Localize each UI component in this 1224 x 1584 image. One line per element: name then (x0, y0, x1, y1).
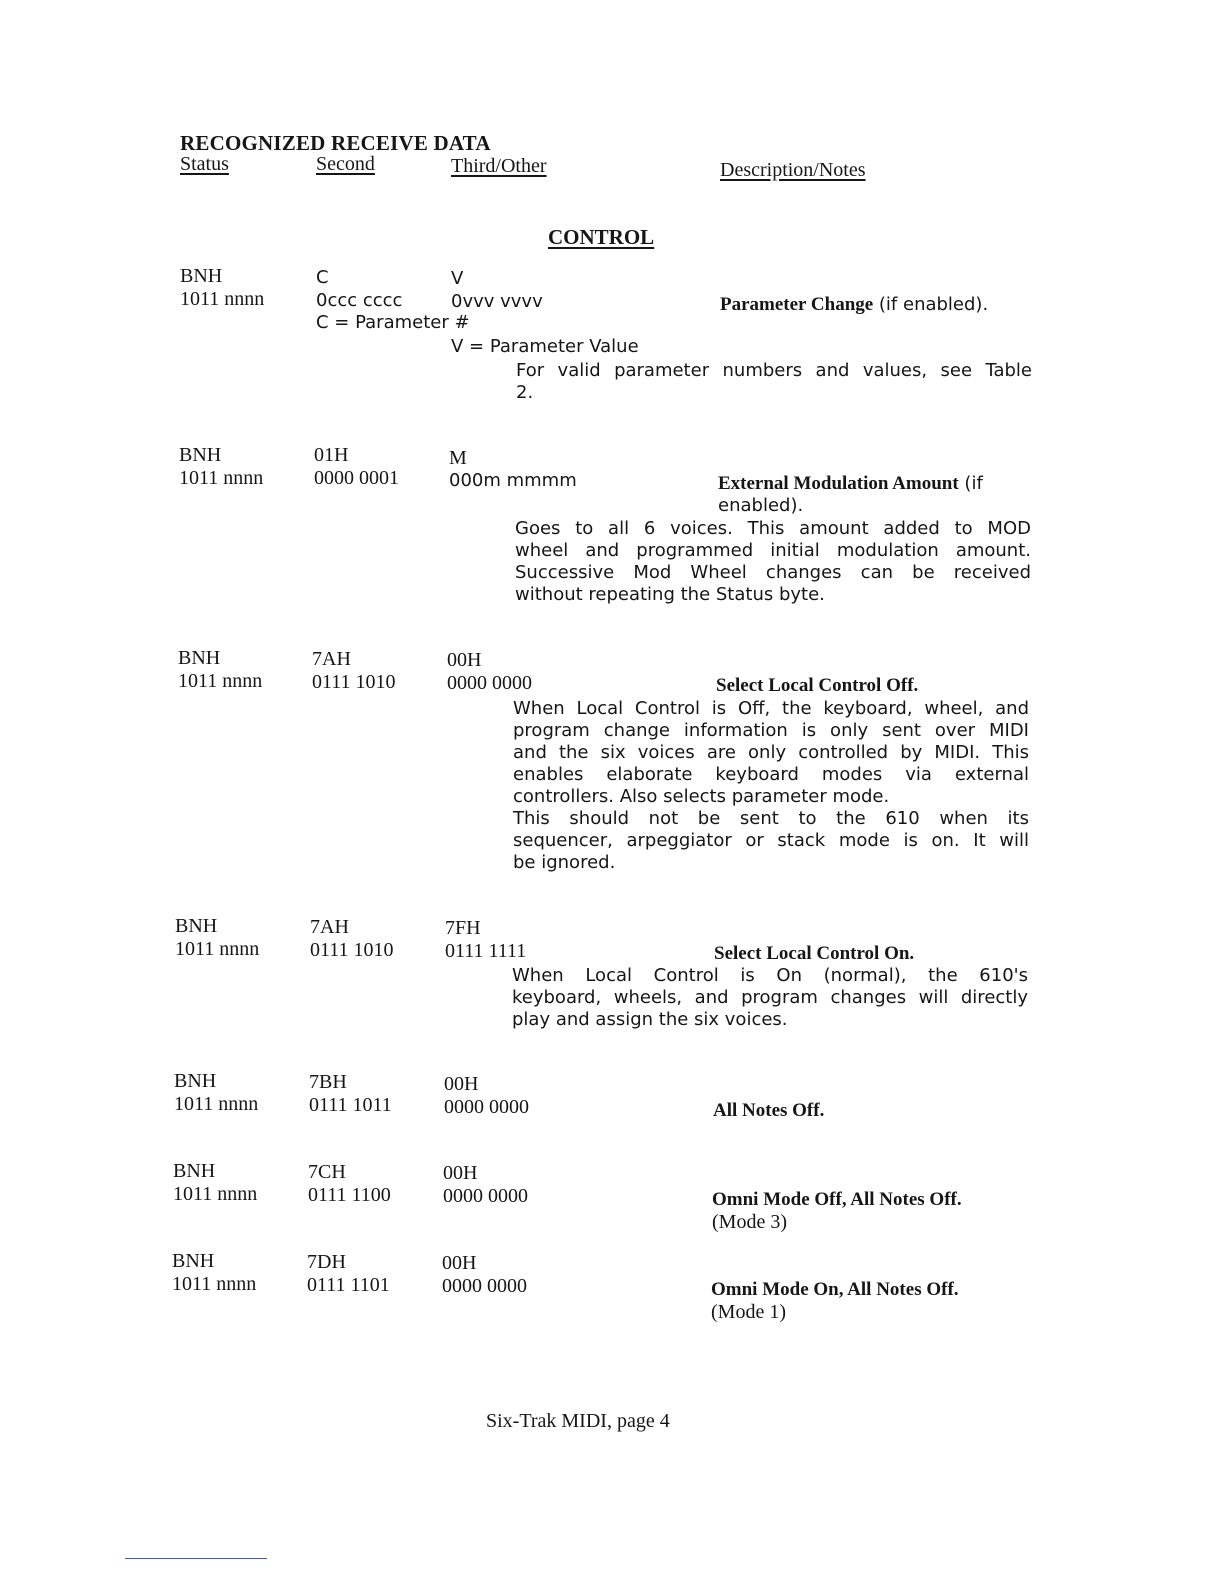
page-heading: RECOGNIZED RECEIVE DATA (180, 131, 491, 155)
section-title: CONTROL (548, 225, 655, 249)
status-binary: 1011 nnnn (180, 288, 265, 310)
third-hex: 00H (447, 649, 482, 671)
note-line: play and assign the six voices. (512, 1009, 788, 1030)
third-binary: 0000 0000 (442, 1275, 527, 1297)
status-binary: 1011 nnnn (179, 467, 264, 489)
second-hex: C (316, 267, 329, 288)
entry-title: All Notes Off. (713, 1100, 825, 1121)
column-header-status: Status (180, 153, 229, 175)
entry-title: External Modulation Amount (if (718, 473, 983, 494)
third-hex: 00H (443, 1162, 478, 1184)
third-binary: 0111 1111 (445, 940, 527, 962)
note-line: Goes to all 6 voices. This amount added to MOD (515, 518, 1031, 539)
column-header-description: Description/Notes (720, 159, 866, 181)
third-hex: 7FH (445, 917, 481, 939)
second-hex: 7CH (308, 1161, 346, 1183)
second-hex: 7AH (312, 648, 351, 670)
status-hex: BNH (180, 265, 223, 287)
entry-title: Select Local Control Off. (716, 675, 919, 696)
second-hex: 7AH (310, 916, 349, 938)
status-hex: BNH (172, 1250, 215, 1272)
second-binary: 0111 1010 (312, 671, 396, 693)
second-binary: 0111 1100 (308, 1184, 391, 1206)
entry-notes (516, 360, 1032, 404)
second-hex: 7BH (309, 1071, 347, 1093)
second-binary: 0111 1101 (307, 1274, 390, 1296)
note-line: without repeating the Status byte. (515, 584, 825, 605)
note-line: For valid parameter numbers and values, see Table (516, 360, 1032, 381)
entry-title: Parameter Change (if enabled). (720, 294, 989, 315)
second-binary: 0111 1010 (310, 939, 394, 961)
third-hex: V (451, 268, 464, 289)
note-line: program change information is only sent over MIDI (513, 720, 1029, 741)
third-binary: 000m mmmm (449, 470, 577, 491)
third-binary: 0000 0000 (443, 1185, 528, 1207)
entry-title-continued: enabled). (718, 495, 804, 516)
note-line: 2. (516, 382, 534, 403)
third-binary: 0000 0000 (447, 672, 532, 694)
note-line: keyboard, wheels, and program changes will directly (512, 987, 1028, 1008)
note-line: enables elaborate keyboard modes via external (513, 764, 1029, 785)
third-hex: 00H (442, 1252, 477, 1274)
second-binary: 0ccc cccc (316, 290, 403, 311)
status-binary: 1011 nnnn (172, 1273, 257, 1295)
third-binary: 0000 0000 (444, 1096, 529, 1118)
status-binary: 1011 nnnn (178, 670, 263, 692)
note-line: When Local Control is On (normal), the 610's (512, 965, 1028, 986)
entry-title: Omni Mode On, All Notes Off. (711, 1279, 959, 1300)
parameter-number-note: C = Parameter # (316, 312, 470, 333)
note-line: wheel and programmed initial modulation amount. (515, 540, 1031, 561)
entry-subtitle: (Mode 3) (712, 1211, 787, 1233)
second-hex: 01H (314, 444, 349, 466)
note-line: This should not be sent to the 610 when its (513, 808, 1029, 829)
second-binary: 0000 0001 (314, 467, 399, 489)
entry-notes (515, 518, 1031, 606)
status-hex: BNH (178, 647, 221, 669)
status-hex: BNH (179, 444, 222, 466)
page-footer: Six-Trak MIDI, page 4 (486, 1410, 670, 1432)
note-line: controllers. Also selects parameter mode. (513, 786, 890, 807)
column-header-second: Second (316, 153, 375, 175)
status-binary: 1011 nnnn (175, 938, 260, 960)
second-binary: 0111 1011 (309, 1094, 392, 1116)
entry-subtitle: (Mode 1) (711, 1301, 786, 1323)
note-line: When Local Control is Off, the keyboard, wheel, and (513, 698, 1029, 719)
second-hex: 7DH (307, 1251, 346, 1273)
status-hex: BNH (173, 1160, 216, 1182)
note-line: sequencer, arpeggiator or stack mode is on. It will (513, 830, 1029, 851)
column-header-third: Third/Other (451, 155, 547, 177)
entry-notes (512, 965, 1028, 1031)
entry-title: Select Local Control On. (714, 943, 915, 964)
status-binary: 1011 nnnn (174, 1093, 259, 1115)
status-hex: BNH (174, 1070, 217, 1092)
status-binary: 1011 nnnn (173, 1183, 258, 1205)
note-line: Successive Mod Wheel changes can be received (515, 562, 1031, 583)
parameter-value-note: V = Parameter Value (451, 336, 639, 357)
status-hex: BNH (175, 915, 218, 937)
third-hex: 00H (444, 1073, 479, 1095)
divider (125, 1558, 267, 1559)
third-hex: M (449, 447, 467, 469)
entry-title: Omni Mode Off, All Notes Off. (712, 1189, 962, 1210)
note-line: be ignored. (513, 852, 616, 873)
note-line: and the six voices are only controlled by MIDI. This (513, 742, 1029, 763)
entry-notes (513, 698, 1029, 874)
third-binary: 0vvv vvvv (451, 291, 543, 312)
